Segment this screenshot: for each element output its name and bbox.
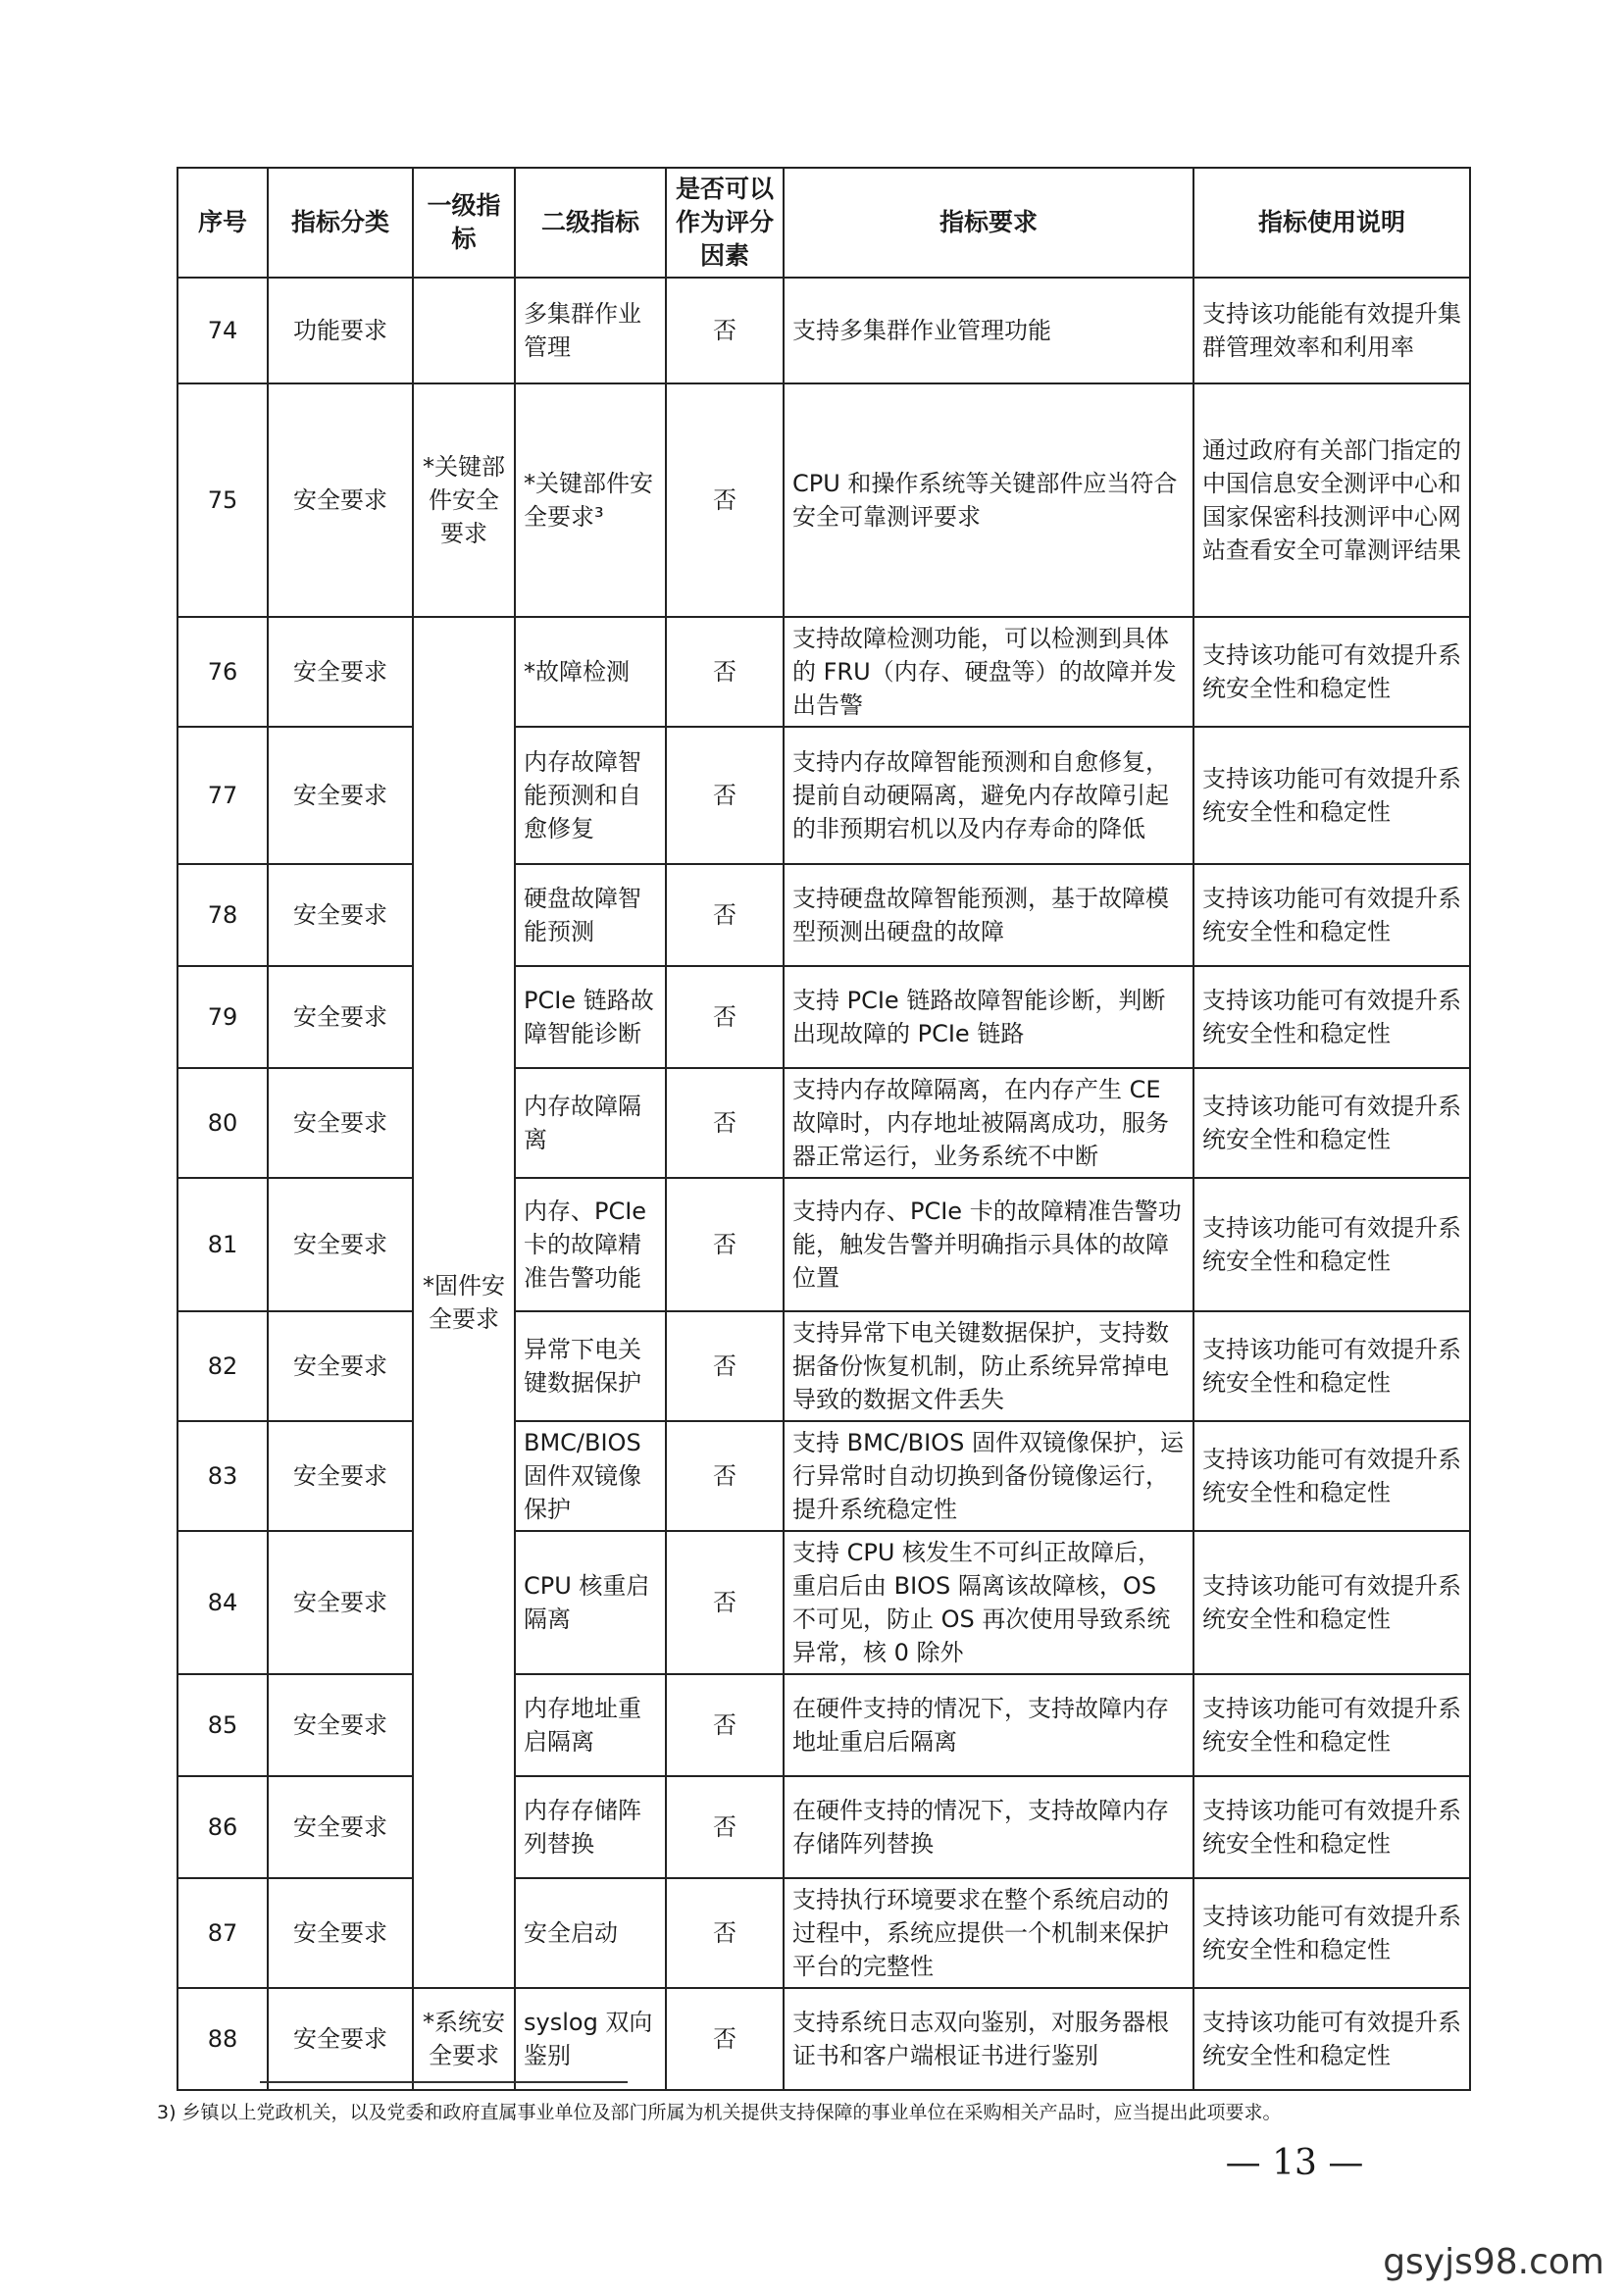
watermark: gsyjs98.com — [1383, 2242, 1604, 2282]
table-row — [178, 1531, 1470, 1674]
cell-scoring: 否 — [666, 1776, 784, 1878]
cell-requirement: 在硬件支持的情况下，支持故障内存地址重启后隔离 — [784, 1674, 1193, 1776]
cell-requirement: 支持内存、PCIe 卡的故障精准告警功能，触发告警并明确指示具体的故障位置 — [784, 1178, 1193, 1311]
cell-note: 通过政府有关部门指定的中国信息安全测评中心和国家保密科技测评中心网站查看安全可靠测评结果 — [1193, 383, 1470, 617]
cell-level2: syslog 双向鉴别 — [515, 1988, 666, 2090]
cell-level2: 内存存储阵列替换 — [515, 1776, 666, 1878]
cell-level2: 内存故障智能预测和自愈修复 — [515, 727, 666, 864]
cell-category: 安全要求 — [268, 1178, 413, 1311]
header-category: 指标分类 — [268, 168, 413, 278]
header-no: 序号 — [178, 168, 268, 278]
cell-no: 79 — [178, 966, 268, 1068]
cell-note: 支持该功能可有效提升系统安全性和稳定性 — [1193, 864, 1470, 966]
cell-scoring: 否 — [666, 278, 784, 383]
cell-no: 84 — [178, 1531, 268, 1674]
cell-level1-system: *系统安全要求 — [413, 1988, 515, 2090]
cell-note: 支持该功能可有效提升系统安全性和稳定性 — [1193, 1178, 1470, 1311]
table-row — [178, 1988, 1470, 2090]
spec-table — [177, 167, 1471, 2091]
cell-scoring: 否 — [666, 1878, 784, 1988]
cell-requirement: 支持故障检测功能，可以检测到具体的 FRU（内存、硬盘等）的故障并发出告警 — [784, 617, 1193, 727]
table-row — [178, 1311, 1470, 1421]
cell-level2: 内存、PCIe 卡的故障精准告警功能 — [515, 1178, 666, 1311]
cell-level2: *故障检测 — [515, 617, 666, 727]
cell-no: 77 — [178, 727, 268, 864]
cell-note: 支持该功能可有效提升系统安全性和稳定性 — [1193, 1068, 1470, 1178]
cell-scoring: 否 — [666, 1674, 784, 1776]
cell-note: 支持该功能可有效提升系统安全性和稳定性 — [1193, 1776, 1470, 1878]
footnote: 3) 乡镇以上党政机关，以及党委和政府直属事业单位及部门所属为机关提供支持保障的事业单位在采购相关产品时，应当提出此项要求。 — [157, 2102, 1282, 2123]
cell-note: 支持该功能能有效提升集群管理效率和利用率 — [1193, 278, 1470, 383]
cell-category: 安全要求 — [268, 727, 413, 864]
cell-note: 支持该功能可有效提升系统安全性和稳定性 — [1193, 966, 1470, 1068]
table-row — [178, 966, 1470, 1068]
cell-note: 支持该功能可有效提升系统安全性和稳定性 — [1193, 1878, 1470, 1988]
cell-note: 支持该功能可有效提升系统安全性和稳定性 — [1193, 1421, 1470, 1531]
cell-category: 安全要求 — [268, 966, 413, 1068]
table-row — [178, 864, 1470, 966]
cell-no: 88 — [178, 1988, 268, 2090]
cell-scoring: 否 — [666, 617, 784, 727]
table-header-row — [178, 168, 1470, 278]
cell-requirement: 支持执行环境要求在整个系统启动的过程中，系统应提供一个机制来保护平台的完整性 — [784, 1878, 1193, 1988]
cell-category: 安全要求 — [268, 1674, 413, 1776]
cell-level2: 硬盘故障智能预测 — [515, 864, 666, 966]
cell-note: 支持该功能可有效提升系统安全性和稳定性 — [1193, 617, 1470, 727]
cell-level1-empty — [413, 278, 515, 383]
header-level2: 二级指标 — [515, 168, 666, 278]
cell-note: 支持该功能可有效提升系统安全性和稳定性 — [1193, 1531, 1470, 1674]
cell-no: 85 — [178, 1674, 268, 1776]
cell-requirement: 在硬件支持的情况下，支持故障内存存储阵列替换 — [784, 1776, 1193, 1878]
cell-requirement: 支持硬盘故障智能预测，基于故障模型预测出硬盘的故障 — [784, 864, 1193, 966]
header-level1: 一级指标 — [413, 168, 515, 278]
cell-level2: 安全启动 — [515, 1878, 666, 1988]
cell-note: 支持该功能可有效提升系统安全性和稳定性 — [1193, 1311, 1470, 1421]
cell-category: 安全要求 — [268, 1776, 413, 1878]
cell-no: 78 — [178, 864, 268, 966]
table-row — [178, 1878, 1470, 1988]
cell-category: 安全要求 — [268, 1988, 413, 2090]
cell-level2: BMC/BIOS 固件双镜像保护 — [515, 1421, 666, 1531]
cell-category: 安全要求 — [268, 383, 413, 617]
cell-scoring: 否 — [666, 864, 784, 966]
cell-requirement: 支持异常下电关键数据保护，支持数据备份恢复机制，防止系统异常掉电导致的数据文件丢失 — [784, 1311, 1193, 1421]
table-row — [178, 1068, 1470, 1178]
cell-scoring: 否 — [666, 1068, 784, 1178]
cell-requirement: 支持内存故障隔离，在内存产生 CE 故障时，内存地址被隔离成功，服务器正常运行，业务系统不中断 — [784, 1068, 1193, 1178]
cell-scoring: 否 — [666, 1178, 784, 1311]
cell-no: 81 — [178, 1178, 268, 1311]
cell-scoring: 否 — [666, 1531, 784, 1674]
cell-category: 功能要求 — [268, 278, 413, 383]
cell-note: 支持该功能可有效提升系统安全性和稳定性 — [1193, 727, 1470, 864]
cell-no: 86 — [178, 1776, 268, 1878]
cell-requirement: 支持内存故障智能预测和自愈修复，提前自动硬隔离，避免内存故障引起的非预期宕机以及内存寿命的降低 — [784, 727, 1193, 864]
cell-no: 80 — [178, 1068, 268, 1178]
cell-level2: *关键部件安全要求³ — [515, 383, 666, 617]
cell-category: 安全要求 — [268, 1878, 413, 1988]
cell-no: 74 — [178, 278, 268, 383]
cell-scoring: 否 — [666, 383, 784, 617]
page-number: — 13 — — [1225, 2143, 1364, 2183]
cell-requirement: 支持 BMC/BIOS 固件双镜像保护，运行异常时自动切换到备份镜像运行，提升系统稳定性 — [784, 1421, 1193, 1531]
cell-requirement: 支持 CPU 核发生不可纠正故障后，重启后由 BIOS 隔离该故障核，OS 不可见，防止 OS 再次使用导致系统异常，核 0 除外 — [784, 1531, 1193, 1674]
header-note: 指标使用说明 — [1193, 168, 1470, 278]
cell-requirement: 支持 PCIe 链路故障智能诊断，判断出现故障的 PCIe 链路 — [784, 966, 1193, 1068]
cell-level2: 内存地址重启隔离 — [515, 1674, 666, 1776]
cell-scoring: 否 — [666, 1311, 784, 1421]
cell-level2: 异常下电关键数据保护 — [515, 1311, 666, 1421]
header-requirement: 指标要求 — [784, 168, 1193, 278]
table-row — [178, 383, 1470, 617]
cell-no: 83 — [178, 1421, 268, 1531]
cell-requirement: 支持多集群作业管理功能 — [784, 278, 1193, 383]
cell-level2: 内存故障隔离 — [515, 1068, 666, 1178]
table-row — [178, 1178, 1470, 1311]
cell-category: 安全要求 — [268, 1311, 413, 1421]
header-scoring: 是否可以作为评分因素 — [666, 168, 784, 278]
cell-scoring: 否 — [666, 1988, 784, 2090]
table-row — [178, 1776, 1470, 1878]
cell-no: 76 — [178, 617, 268, 727]
cell-category: 安全要求 — [268, 1421, 413, 1531]
table-row — [178, 278, 1470, 383]
cell-level2: PCIe 链路故障智能诊断 — [515, 966, 666, 1068]
cell-category: 安全要求 — [268, 1068, 413, 1178]
cell-requirement: 支持系统日志双向鉴别，对服务器根证书和客户端根证书进行鉴别 — [784, 1988, 1193, 2090]
cell-level1-key-parts: *关键部件安全要求 — [413, 383, 515, 617]
table-row — [178, 1421, 1470, 1531]
cell-scoring: 否 — [666, 727, 784, 864]
cell-note: 支持该功能可有效提升系统安全性和稳定性 — [1193, 1988, 1470, 2090]
cell-category: 安全要求 — [268, 617, 413, 727]
footnote-divider — [260, 2081, 628, 2083]
cell-level2: 多集群作业管理 — [515, 278, 666, 383]
table-row — [178, 617, 1470, 727]
cell-no: 87 — [178, 1878, 268, 1988]
cell-no: 82 — [178, 1311, 268, 1421]
cell-category: 安全要求 — [268, 1531, 413, 1674]
cell-note: 支持该功能可有效提升系统安全性和稳定性 — [1193, 1674, 1470, 1776]
cell-level2: CPU 核重启隔离 — [515, 1531, 666, 1674]
cell-scoring: 否 — [666, 1421, 784, 1531]
cell-no: 75 — [178, 383, 268, 617]
table-row — [178, 1674, 1470, 1776]
spec-table-container — [177, 167, 1469, 2091]
cell-scoring: 否 — [666, 966, 784, 1068]
table-row — [178, 727, 1470, 864]
cell-level1-firmware: *固件安全要求 — [413, 617, 515, 1988]
cell-requirement: CPU 和操作系统等关键部件应当符合安全可靠测评要求 — [784, 383, 1193, 617]
cell-category: 安全要求 — [268, 864, 413, 966]
